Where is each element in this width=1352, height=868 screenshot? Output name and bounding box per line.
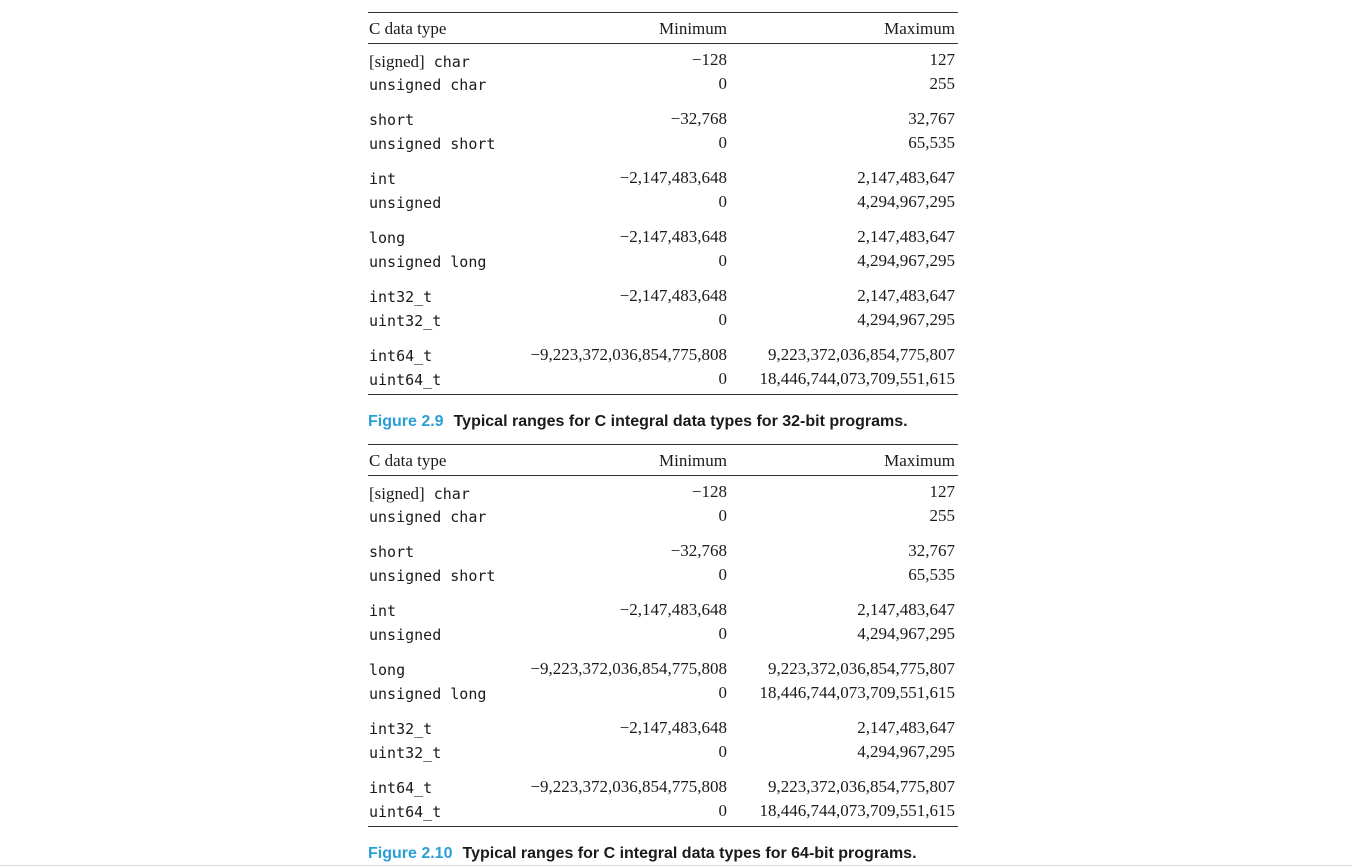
min-cell: 0 <box>718 683 727 702</box>
min-cell: −32,768 <box>670 541 727 560</box>
figure-2-9 <box>368 12 958 431</box>
max-cell: 32,767 <box>908 109 955 128</box>
type-cell: long <box>369 661 406 679</box>
figure-caption-text: Typical ranges for C integral data types for 64-bit programs. <box>462 845 917 862</box>
table-row <box>368 740 958 764</box>
header-maximum: Maximum <box>884 451 955 470</box>
figure-caption-text: Typical ranges for C integral data types for 32-bit programs. <box>453 413 908 430</box>
table-row <box>368 225 958 249</box>
figure-caption <box>368 845 958 863</box>
min-cell: 0 <box>718 565 727 584</box>
min-cell: 0 <box>718 801 727 820</box>
min-cell: −9,223,372,036,854,775,808 <box>530 777 727 796</box>
table-row <box>368 622 958 646</box>
row-group-long <box>368 221 958 280</box>
type-prefix: [signed] <box>369 484 425 503</box>
max-cell: 18,446,744,073,709,551,615 <box>759 683 955 702</box>
row-group-int <box>368 162 958 221</box>
max-cell: 4,294,967,295 <box>857 742 955 761</box>
min-cell: −9,223,372,036,854,775,808 <box>530 345 727 364</box>
min-cell: 0 <box>718 310 727 329</box>
type-name: char <box>424 53 470 71</box>
row-group-int32 <box>368 280 958 339</box>
type-cell: int32_t <box>369 288 433 306</box>
type-cell: short <box>369 543 415 561</box>
type-cell <box>369 52 470 72</box>
type-cell: unsigned char <box>369 508 487 526</box>
table-row <box>368 343 958 367</box>
table-row <box>368 284 958 308</box>
max-cell: 18,446,744,073,709,551,615 <box>759 369 955 388</box>
max-cell: 4,294,967,295 <box>857 624 955 643</box>
type-cell: unsigned <box>369 626 442 644</box>
max-cell: 2,147,483,647 <box>857 718 955 737</box>
min-cell: 0 <box>718 251 727 270</box>
row-group-char <box>368 476 958 535</box>
row-group-char <box>368 44 958 103</box>
table-header <box>368 12 958 44</box>
table-header <box>368 444 958 476</box>
min-cell: −2,147,483,648 <box>619 718 727 737</box>
min-cell: −2,147,483,648 <box>619 168 727 187</box>
table-row <box>368 775 958 799</box>
min-cell: 0 <box>718 742 727 761</box>
table-row <box>368 107 958 131</box>
min-cell: −9,223,372,036,854,775,808 <box>530 659 727 678</box>
table-row <box>368 657 958 681</box>
table-row <box>368 598 958 622</box>
table-row <box>368 367 958 391</box>
min-cell: 0 <box>718 74 727 93</box>
type-cell: unsigned short <box>369 135 496 153</box>
type-cell: unsigned long <box>369 253 487 271</box>
max-cell: 18,446,744,073,709,551,615 <box>759 801 955 820</box>
table-row <box>368 504 958 528</box>
header-minimum: Minimum <box>658 19 727 38</box>
max-cell: 32,767 <box>908 541 955 560</box>
figure-caption <box>368 413 958 431</box>
max-cell: 127 <box>929 482 955 501</box>
type-cell: int32_t <box>369 720 433 738</box>
table-row <box>368 563 958 587</box>
max-cell: 127 <box>929 50 955 69</box>
max-cell: 2,147,483,647 <box>857 286 955 305</box>
max-cell: 65,535 <box>908 565 955 584</box>
table-row <box>368 190 958 214</box>
min-cell: 0 <box>718 133 727 152</box>
row-group-int <box>368 594 958 653</box>
table-row <box>368 716 958 740</box>
table-row <box>368 681 958 705</box>
max-cell: 255 <box>929 74 955 93</box>
min-cell: 0 <box>718 624 727 643</box>
type-cell: unsigned short <box>369 567 496 585</box>
header-maximum: Maximum <box>884 19 955 38</box>
figure-2-10 <box>368 444 958 863</box>
type-cell: int <box>369 170 397 188</box>
min-cell: −2,147,483,648 <box>619 227 727 246</box>
type-cell <box>369 484 470 504</box>
table-row <box>368 249 958 273</box>
min-cell: −128 <box>691 50 727 69</box>
table-row <box>368 166 958 190</box>
table-row <box>368 539 958 563</box>
type-cell: int64_t <box>369 347 433 365</box>
row-group-int64 <box>368 339 958 394</box>
type-cell: uint64_t <box>369 371 442 389</box>
type-name: char <box>424 485 470 503</box>
header-minimum: Minimum <box>658 451 727 470</box>
table-row <box>368 72 958 96</box>
table-bottom-rule <box>368 826 958 827</box>
max-cell: 9,223,372,036,854,775,807 <box>768 659 955 678</box>
page-bottom-divider <box>0 865 1352 866</box>
table-row <box>368 480 958 504</box>
type-cell: unsigned char <box>369 76 487 94</box>
type-cell: unsigned long <box>369 685 487 703</box>
table-row <box>368 308 958 332</box>
row-group-short <box>368 535 958 594</box>
row-group-short <box>368 103 958 162</box>
min-cell: −32,768 <box>670 109 727 128</box>
type-prefix: [signed] <box>369 52 425 71</box>
type-cell: int64_t <box>369 779 433 797</box>
max-cell: 65,535 <box>908 133 955 152</box>
max-cell: 255 <box>929 506 955 525</box>
header-type: C data type <box>369 19 447 38</box>
row-group-int64 <box>368 771 958 826</box>
row-group-int32 <box>368 712 958 771</box>
min-cell: −2,147,483,648 <box>619 600 727 619</box>
min-cell: 0 <box>718 506 727 525</box>
min-cell: 0 <box>718 369 727 388</box>
max-cell: 4,294,967,295 <box>857 192 955 211</box>
min-cell: 0 <box>718 192 727 211</box>
max-cell: 4,294,967,295 <box>857 310 955 329</box>
row-group-long <box>368 653 958 712</box>
max-cell: 2,147,483,647 <box>857 227 955 246</box>
table-row <box>368 131 958 155</box>
type-cell: long <box>369 229 406 247</box>
header-type: C data type <box>369 451 447 470</box>
max-cell: 9,223,372,036,854,775,807 <box>768 345 955 364</box>
max-cell: 9,223,372,036,854,775,807 <box>768 777 955 796</box>
max-cell: 2,147,483,647 <box>857 600 955 619</box>
table-bottom-rule <box>368 394 958 395</box>
max-cell: 4,294,967,295 <box>857 251 955 270</box>
table-row <box>368 799 958 823</box>
min-cell: −2,147,483,648 <box>619 286 727 305</box>
figure-label: Figure 2.9 <box>368 413 444 430</box>
type-cell: short <box>369 111 415 129</box>
figure-label: Figure 2.10 <box>368 845 453 862</box>
type-cell: uint32_t <box>369 312 442 330</box>
type-cell: uint32_t <box>369 744 442 762</box>
table-row <box>368 48 958 72</box>
max-cell: 2,147,483,647 <box>857 168 955 187</box>
type-cell: int <box>369 602 397 620</box>
type-cell: uint64_t <box>369 803 442 821</box>
min-cell: −128 <box>691 482 727 501</box>
type-cell: unsigned <box>369 194 442 212</box>
